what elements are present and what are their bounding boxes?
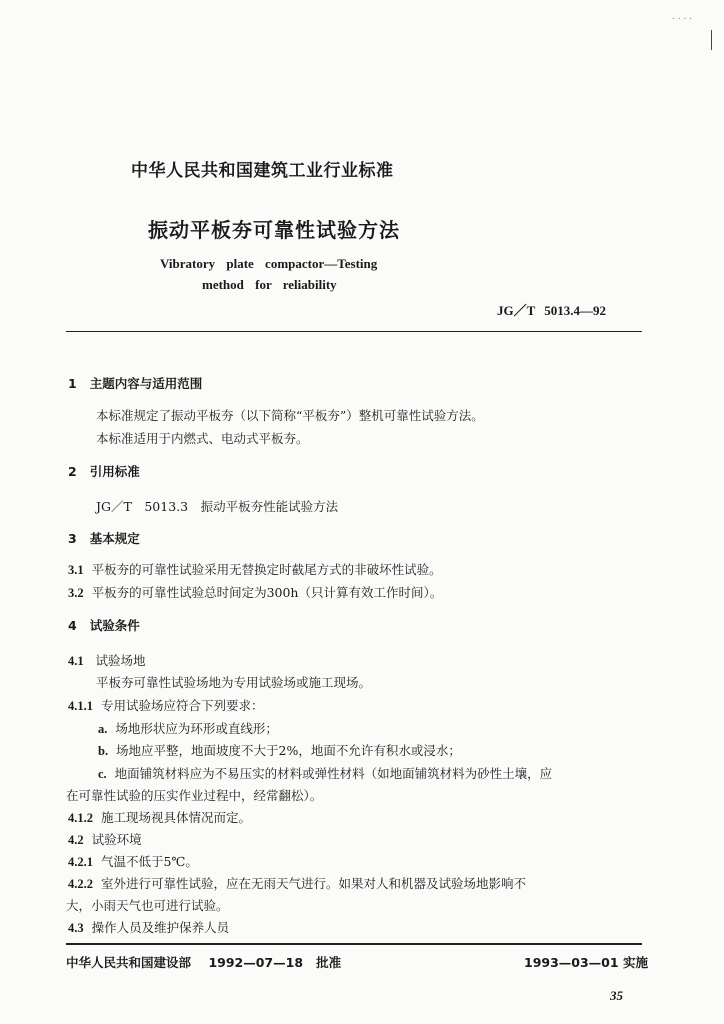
clause-4-1-2 xyxy=(68,808,251,826)
clause-text: 施工现场视具体情况而定。 xyxy=(100,810,251,825)
approving-authority: 中华人民共和国建设部 xyxy=(66,955,192,970)
clause-number: 4.2.1 xyxy=(68,855,93,869)
list-item-b xyxy=(98,741,461,759)
section-1-heading xyxy=(68,374,202,392)
section-title: 试验条件 xyxy=(89,618,140,633)
standard-code: JG／T 5013.4—92 xyxy=(497,303,607,318)
clause-number: 4.1.1 xyxy=(68,699,93,713)
section-3-heading xyxy=(68,529,140,547)
standard-category-heading: 中华人民共和国建筑工业行业标准 xyxy=(131,161,394,181)
header-rule xyxy=(66,331,642,332)
clause-4-1 xyxy=(68,651,146,669)
list-item-c xyxy=(98,764,552,782)
list-item-a xyxy=(98,719,278,737)
list-text: 地面铺筑材料应为不易压实的材料或弹性材料（如地面铺筑材料为砂性土壤，应 xyxy=(114,766,553,781)
clause-number: 4.2 xyxy=(68,833,84,847)
clause-text: 试验环境 xyxy=(91,832,142,847)
document-title-en-line2: method for reliability xyxy=(202,277,337,292)
referenced-standard: JG／T 5013.3 振动平板夯性能试验方法 xyxy=(96,499,339,514)
section-number: 3 xyxy=(68,531,77,546)
clause-number: 4.1 xyxy=(68,654,84,668)
clause-4-2-2 xyxy=(68,874,526,892)
effective-line xyxy=(524,953,648,971)
clause-text: 专用试验场应符合下列要求： xyxy=(100,698,264,713)
clause-4-3 xyxy=(68,918,229,936)
footer-rule xyxy=(66,943,642,945)
clause-text: 气温不低于5℃。 xyxy=(100,854,198,869)
clause-text: 平板夯的可靠性试验总时间定为300h（只计算有效工作时间）。 xyxy=(91,585,443,600)
section-title: 基本规定 xyxy=(89,531,140,546)
section-number: 4 xyxy=(68,618,77,633)
page-number: 35 xyxy=(610,988,623,1003)
section-number: 1 xyxy=(68,376,77,391)
list-text: 场地应平整，地面坡度不大于2%，地面不允许有积水或浸水； xyxy=(116,743,461,758)
clause-number: 4.2.2 xyxy=(68,877,93,891)
clause-4-2-2-continued: 大，小雨天气也可进行试验。 xyxy=(66,898,229,913)
list-text: 场地形状应为环形或直线形； xyxy=(115,721,278,736)
clause-4-2 xyxy=(68,830,142,848)
clause-4-1-1 xyxy=(68,696,263,714)
approval-label: 批准 xyxy=(316,955,342,970)
list-label: b. xyxy=(98,744,109,758)
list-label: a. xyxy=(98,722,108,736)
clause-text: 试验场地 xyxy=(95,653,146,668)
section-1-paragraph-2: 本标准适用于内燃式、电动式平板夯。 xyxy=(96,431,309,446)
clause-text: 操作人员及维护保养人员 xyxy=(91,920,230,935)
effective-label: 实施 xyxy=(622,955,648,970)
section-1-paragraph-1: 本标准规定了振动平板夯（以下简称“平板夯”）整机可靠性试验方法。 xyxy=(96,408,484,423)
section-4-heading xyxy=(68,616,140,634)
clause-3-1 xyxy=(68,560,442,578)
clause-text: 室外进行可靠性试验，应在无雨天气进行。如果对人和机器及试验场地影响不 xyxy=(100,876,526,891)
clause-4-1-paragraph: 平板夯可靠性试验场地为专用试验场或施工现场。 xyxy=(96,675,372,690)
section-2-heading xyxy=(68,462,140,480)
approval-line xyxy=(66,953,341,971)
document-title-en-line1: Vibratory plate compactor—Testing xyxy=(160,256,378,271)
clause-number: 3.1 xyxy=(68,563,84,577)
approval-date: 1992—07—18 xyxy=(208,955,304,970)
section-title: 主题内容与适用范围 xyxy=(89,376,203,391)
document-title-cn: 振动平板夯可靠性试验方法 xyxy=(148,218,400,242)
effective-date: 1993—03—01 xyxy=(524,955,619,970)
clause-number: 4.1.2 xyxy=(68,811,93,825)
scan-speckle: . . . . xyxy=(672,12,693,22)
clause-number: 3.2 xyxy=(68,586,84,600)
section-number: 2 xyxy=(68,464,77,479)
list-label: c. xyxy=(98,767,107,781)
clause-text: 平板夯的可靠性试验采用无替换定时截尾方式的非破坏性试验。 xyxy=(91,562,442,577)
clause-3-2 xyxy=(68,583,442,601)
list-item-c-continued: 在可靠性试验的压实作业过程中，经常翻松）。 xyxy=(66,788,323,803)
section-title: 引用标准 xyxy=(89,464,140,479)
scan-edge-right xyxy=(711,30,712,50)
clause-4-2-1 xyxy=(68,852,198,870)
clause-number: 4.3 xyxy=(68,921,84,935)
